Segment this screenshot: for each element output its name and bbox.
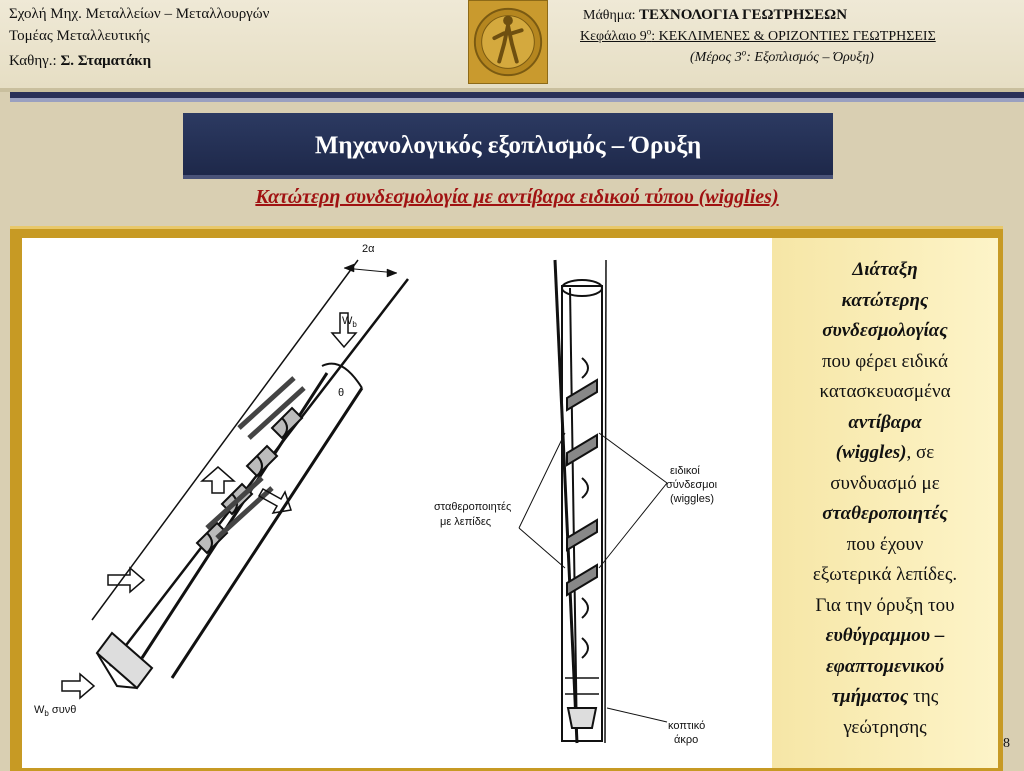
bha-figure — [22, 238, 772, 768]
stabilizer-label-1: σταθεροποιητές — [434, 501, 512, 513]
professor-name: Σ. Σταματάκη — [60, 53, 152, 69]
wiggle-label-3: (wiggles) — [670, 493, 715, 505]
university-seal-logo — [468, 0, 548, 84]
chapter-prefix: Κεφάλαιο 9 — [580, 29, 647, 44]
wb-cos-label: $W_b$ συνθ — [34, 704, 77, 718]
description-panel — [772, 238, 998, 768]
desc-line-5: κατασκευασμένα — [819, 381, 951, 402]
stabilizer-label-2: με λεπίδες — [440, 516, 492, 528]
desc-line-6: αντίβαρα — [848, 411, 922, 433]
desc-line-9: σταθεροποιητές — [822, 503, 948, 524]
school-name: Σχολή Μηχ. Μεταλλείων – Μεταλλουργών — [9, 6, 270, 22]
wiggle-label-1: ειδικοί — [670, 465, 700, 477]
chapter-rest: : ΚΕΚΛΙΜΕΝΕΣ & ΟΡΙΖΟΝΤΙΕΣ ΓΕΩΤΡΗΣΕΙΣ — [651, 29, 936, 44]
page-number: 8 — [1003, 736, 1010, 751]
course-label: Μάθημα: — [583, 8, 640, 23]
desc-line-11: εξωτερικά λεπίδες. — [812, 564, 958, 585]
wb-label: $W_b$ — [342, 315, 357, 329]
professor-prefix: Καθηγ.: — [9, 53, 61, 69]
desc-line-16: γεώτρησης — [843, 716, 927, 738]
slide-title-box — [183, 113, 833, 179]
wiggle-label-2: σύνδεσμοι — [666, 479, 718, 491]
desc-line-8: συνδυασμό με — [830, 472, 940, 494]
slide-header — [0, 0, 1024, 88]
part-prefix: (Μέρος 3 — [690, 50, 742, 65]
slide-subtitle: Κατώτερη συνδεσμολογία με αντίβαρα ειδικού τύπου (wigglies) — [255, 186, 779, 208]
desc-line-13: ευθύγραμμου – — [825, 625, 945, 646]
slide-title: Μηχανολογικός εξοπλισμός – Όρυξη — [314, 132, 702, 159]
drilling-assembly-diagram — [22, 238, 772, 768]
part-rest: : Εξοπλισμός – Όρυξη) — [746, 50, 874, 65]
part-sup: ο — [741, 47, 747, 58]
desc-line-12: Για την όρυξη του — [815, 594, 955, 616]
desc-line-4: που φέρει ειδικά — [821, 350, 949, 372]
desc-line-3: συνδεσμολογίας — [822, 320, 948, 341]
bit-label-2: άκρο — [674, 734, 699, 746]
course-name: ΤΕΧΝΟΛΟΓΙΑ ΓΕΩΤΡΗΣΕΩΝ — [639, 7, 848, 23]
desc-line-14: εφαπτομενικού — [825, 655, 945, 677]
bit-label-1: κοπτικό — [668, 720, 706, 732]
chapter-line — [580, 28, 936, 46]
professor-line — [9, 51, 151, 71]
seal-icon — [469, 1, 547, 83]
part-line — [690, 49, 874, 67]
chapter-sup: ο — [646, 26, 652, 37]
header-divider — [0, 88, 1024, 104]
department-name: Τομέας Μεταλλευτικής — [9, 28, 150, 44]
desc-line-7: (wiggles), σε — [835, 442, 935, 463]
desc-line-10: που έχουν — [846, 533, 924, 555]
theta-label: θ — [338, 387, 345, 399]
dim-label: 2α — [362, 243, 375, 255]
desc-line-15: τμήματος της — [831, 686, 939, 707]
course-line — [583, 6, 847, 25]
desc-line-1: Διάταξη — [852, 259, 918, 280]
desc-line-2: κατώτερης — [841, 289, 929, 311]
